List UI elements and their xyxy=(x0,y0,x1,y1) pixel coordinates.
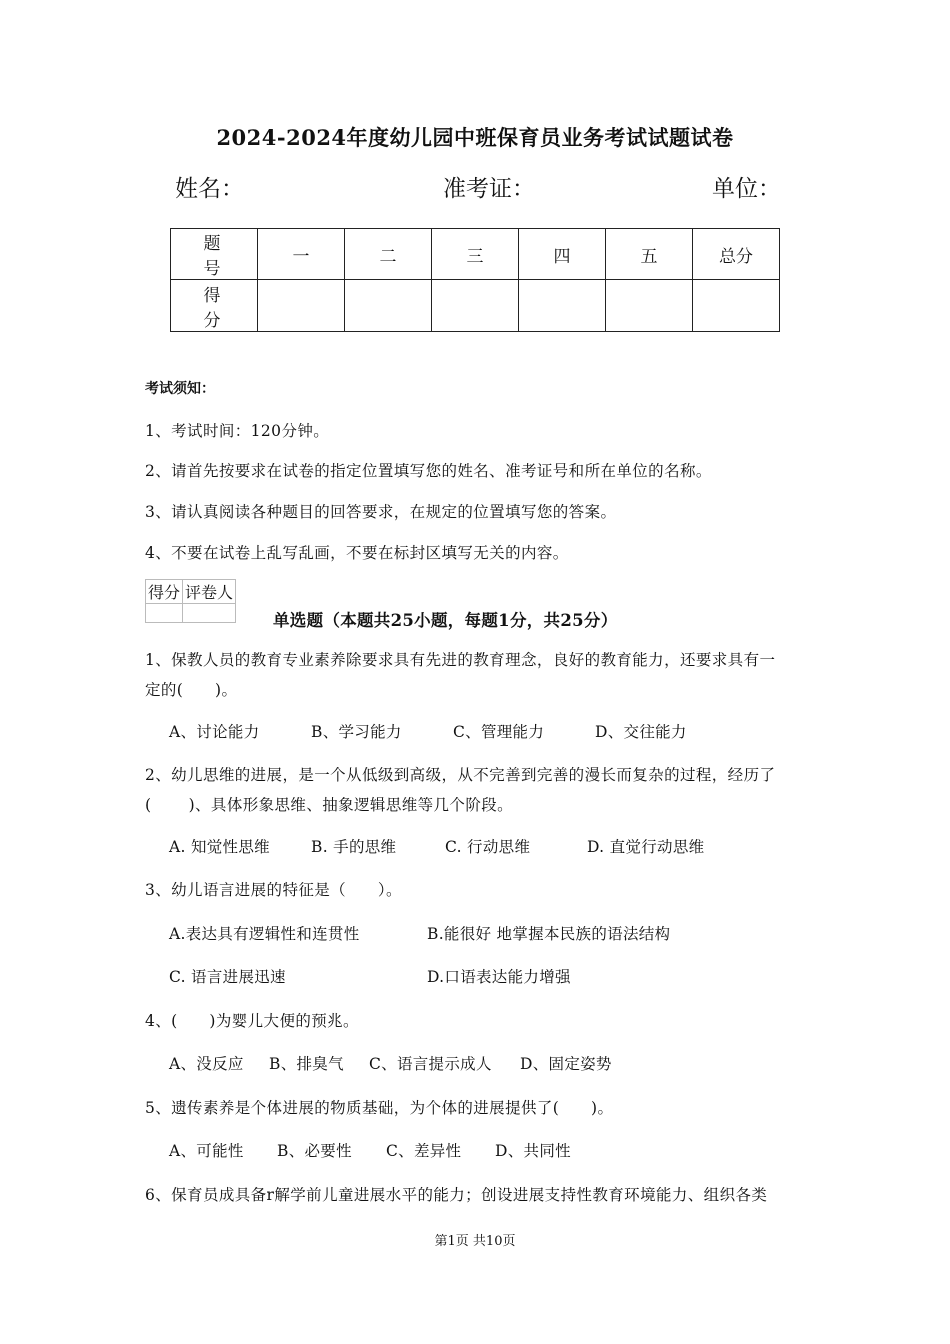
grader-score-cell[interactable] xyxy=(146,604,183,623)
question-3-option-a[interactable]: A.表达具有逻辑性和连贯性 xyxy=(169,925,360,943)
question-2-option-d[interactable]: D. 直觉行动思维 xyxy=(587,838,705,856)
score-table xyxy=(170,228,780,332)
question-4-option-b[interactable]: B、排臭气 xyxy=(269,1055,344,1073)
score-table-col-total: 总分 xyxy=(693,229,780,280)
question-5-option-c[interactable]: C、差异性 xyxy=(386,1142,462,1160)
grader-entry-row xyxy=(146,604,236,623)
question-3-text: 3、幼儿语言进展的特征是（ ）。 xyxy=(145,881,402,899)
score-cell[interactable] xyxy=(258,280,345,332)
question-5-text: 5、遗传素养是个体进展的物质基础，为个体的进展提供了( )。 xyxy=(145,1099,614,1117)
question-4-option-d[interactable]: D、固定姿势 xyxy=(520,1055,612,1073)
question-5-option-b[interactable]: B、必要性 xyxy=(277,1142,352,1160)
page-title: 2024-2024年度幼儿园中班保育员业务考试试题试卷 xyxy=(216,125,734,150)
score-table-header-row xyxy=(171,229,780,280)
score-table-col-2: 二 xyxy=(345,229,432,280)
score-cell[interactable] xyxy=(345,280,432,332)
question-6-text: 6、保育员成具备r解学前儿童进展水平的能力；创设进展支持性教育环境能力、组织各类 xyxy=(145,1186,768,1204)
page-footer: 第1页 共10页 xyxy=(434,1234,516,1249)
question-1-text-cont: 定的( )。 xyxy=(145,681,238,699)
question-4-option-c[interactable]: C、语言提示成人 xyxy=(369,1055,492,1073)
score-table-col-4: 四 xyxy=(519,229,606,280)
score-cell[interactable] xyxy=(606,280,693,332)
score-table-score-row xyxy=(171,280,780,332)
notice-item: 1、考试时间：120分钟。 xyxy=(145,422,330,440)
question-1-text: 1、保教人员的教育专业素养除要求具有先进的教育理念，良好的教育能力，还要求具有一 xyxy=(145,651,776,669)
exam-id-field-label: 准考证： xyxy=(443,176,535,202)
unit-field-label: 单位： xyxy=(712,176,781,202)
question-1-option-c[interactable]: C、管理能力 xyxy=(453,723,545,741)
question-2-option-b[interactable]: B. 手的思维 xyxy=(311,838,397,856)
notice-item: 4、不要在试卷上乱写乱画，不要在标封区填写无关的内容。 xyxy=(145,544,569,562)
question-5-option-d[interactable]: D、共同性 xyxy=(495,1142,571,1160)
grader-header-row xyxy=(146,580,236,604)
grader-score-label: 得分 xyxy=(146,580,183,604)
question-4-option-a[interactable]: A、没反应 xyxy=(169,1055,244,1073)
question-1-option-d[interactable]: D、交往能力 xyxy=(595,723,687,741)
score-cell[interactable] xyxy=(432,280,519,332)
question-2-option-a[interactable]: A. 知觉性思维 xyxy=(169,838,270,856)
question-1-option-b[interactable]: B、学习能力 xyxy=(311,723,402,741)
score-cell[interactable] xyxy=(519,280,606,332)
notice-item: 2、请首先按要求在试卷的指定位置填写您的姓名、准考证号和所在单位的名称。 xyxy=(145,462,712,480)
grader-box xyxy=(145,579,236,623)
grader-reviewer-label: 评卷人 xyxy=(183,580,236,604)
question-2-option-c[interactable]: C. 行动思维 xyxy=(445,838,531,856)
name-field-label: 姓名： xyxy=(175,176,244,202)
notice-item: 3、请认真阅读各种题目的回答要求，在规定的位置填写您的答案。 xyxy=(145,503,617,521)
score-table-col-1: 一 xyxy=(258,229,345,280)
question-3-option-b[interactable]: B.能很好 地掌握本民族的语法结构 xyxy=(427,925,671,943)
question-4-text: 4、( )为婴儿大便的预兆。 xyxy=(145,1012,359,1030)
score-table-header-label: 题 号 xyxy=(171,229,258,280)
grader-reviewer-cell[interactable] xyxy=(183,604,236,623)
notice-title: 考试须知： xyxy=(145,381,215,397)
question-3-option-c[interactable]: C. 语言进展迅速 xyxy=(169,968,286,986)
section-title: 单选题（本题共25小题，每题1分，共25分） xyxy=(273,611,618,630)
question-2-text: 2、幼儿思维的进展，是一个从低级到高级，从不完善到完善的漫长而复杂的过程，经历了 xyxy=(145,766,776,784)
score-table-score-label: 得 分 xyxy=(171,280,258,332)
score-cell-total[interactable] xyxy=(693,280,780,332)
score-table-col-3: 三 xyxy=(432,229,519,280)
question-1-option-a[interactable]: A、讨论能力 xyxy=(169,723,260,741)
question-5-option-a[interactable]: A、可能性 xyxy=(169,1142,244,1160)
question-2-text-cont: ( )、具体形象思维、抽象逻辑思维等几个阶段。 xyxy=(145,796,514,814)
score-table-col-5: 五 xyxy=(606,229,693,280)
question-3-option-d[interactable]: D.口语表达能力增强 xyxy=(427,968,571,986)
